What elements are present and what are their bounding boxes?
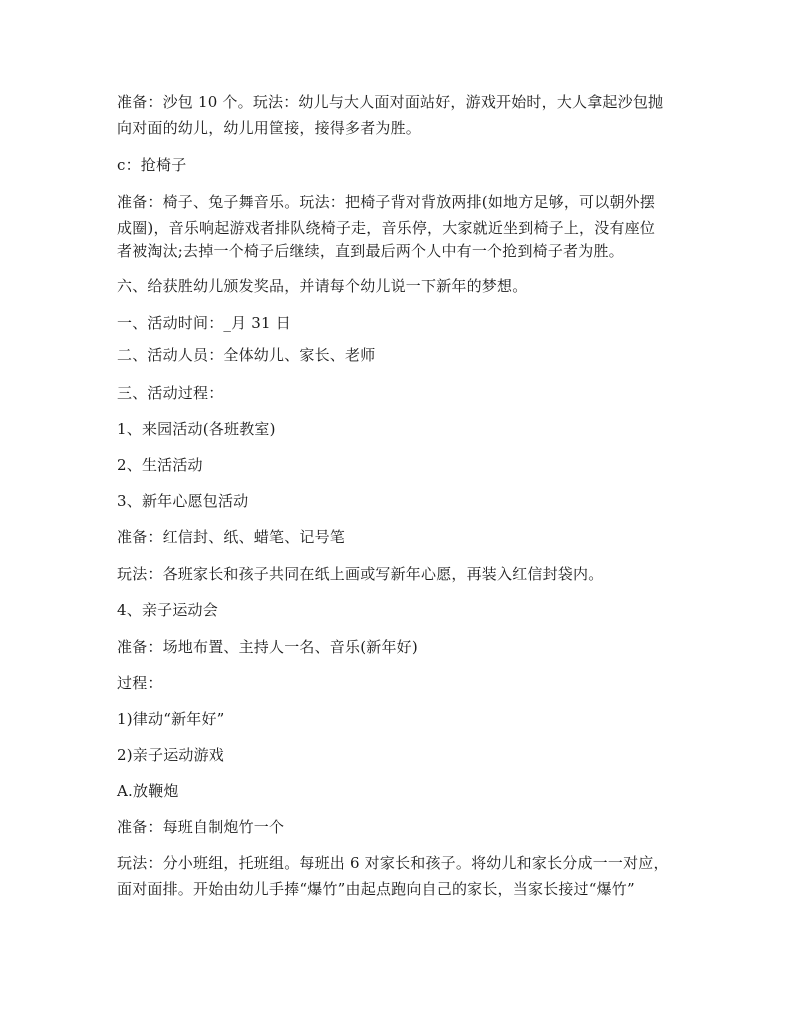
text-line: 成圈)，音乐响起游戏者排队绕椅子走，音乐停，大家就近坐到椅子上，没有座位 [117,219,656,237]
list-item: 4、亲子运动会 [117,601,218,619]
section-heading: 过程： [117,674,163,692]
section-heading: c：抢椅子 [117,156,187,174]
text-line: 六、给获胜幼儿颁发奖品，并请每个幼儿说一下新年的梦想。 [117,277,528,295]
list-item: 1)律动“新年好” [117,710,225,728]
text-line: 准备：每班自制炮竹一个 [117,818,285,836]
text-line: 准备：场地布置、主持人一名、音乐(新年好) [117,638,418,656]
list-item: 2)亲子运动游戏 [117,746,224,764]
text-line: 向对面的幼儿，幼儿用筐接，接得多者为胜。 [117,119,422,137]
text-line: 者被淘汰;去掉一个椅子后继续，直到最后两个人中有一个抢到椅子者为胜。 [117,242,624,260]
list-item: 3、新年心愿包活动 [117,492,249,510]
text-line: 玩法：各班家长和孩子共同在纸上画或写新年心愿，再装入红信封袋内。 [117,565,604,583]
section-heading: A.放鞭炮 [117,782,179,800]
text-line: 准备：沙包 10 个。玩法：幼儿与大人面对面站好，游戏开始时，大人拿起沙包抛 [117,93,664,111]
section-heading: 三、活动过程： [117,384,224,402]
text-line: 二、活动人员：全体幼儿、家长、老师 [117,346,376,364]
text-line: 一、活动时间：_月 31 日 [117,314,291,332]
text-line: 准备：椅子、兔子舞音乐。玩法：把椅子背对背放两排(如地方足够，可以朝外摆 [117,193,656,211]
text-line: 准备：红信封、纸、蜡笔、记号笔 [117,528,346,546]
text-line: 面对面排。开始由幼儿手捧“爆竹”由起点跑向自己的家长，当家长接过“爆竹” [117,880,635,898]
text-line: 玩法：分小班组，托班组。每班出 6 对家长和孩子。将幼儿和家长分成一一对应， [117,854,669,872]
list-item: 2、生活活动 [117,456,203,474]
list-item: 1、来园活动(各班教室) [117,420,276,438]
